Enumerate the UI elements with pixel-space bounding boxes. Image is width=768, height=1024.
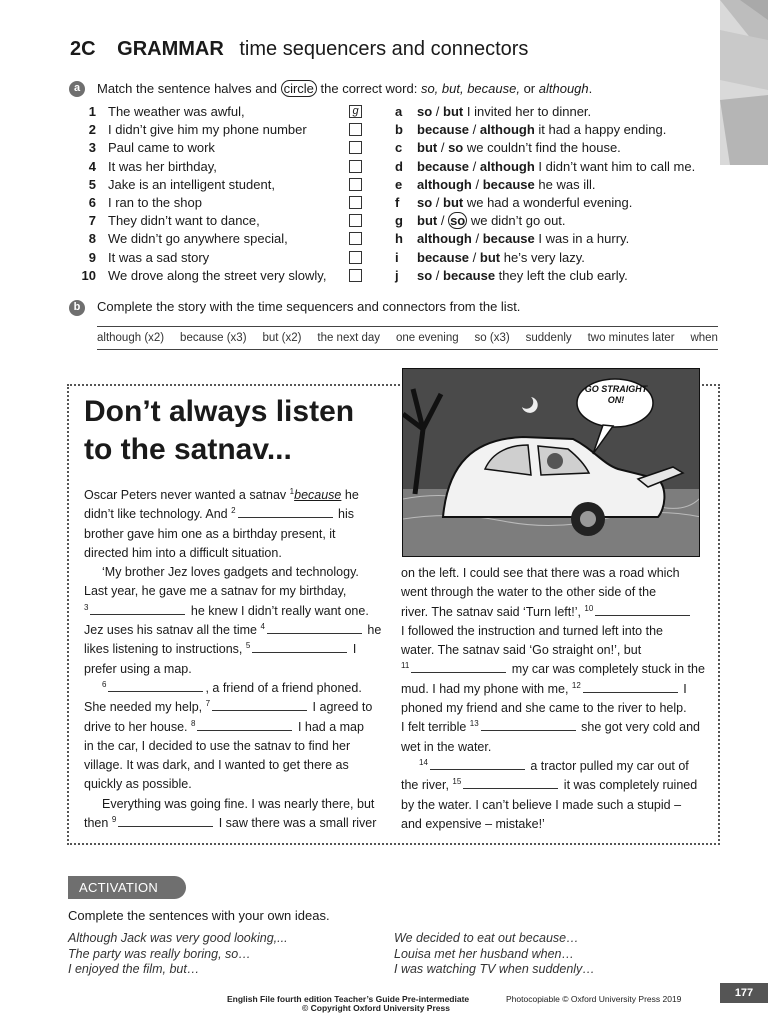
- word-option[interactable]: because: [482, 231, 535, 247]
- word-option[interactable]: although: [479, 158, 535, 174]
- gap-number: 7: [205, 699, 211, 709]
- circled-word: circle: [281, 80, 317, 97]
- exercise-a-row: [78, 267, 728, 285]
- word-option[interactable]: but: [479, 249, 501, 265]
- word-option[interactable]: so: [417, 267, 433, 283]
- sentence-start: I didn’t give him my phone number: [108, 122, 307, 138]
- word-list-item: suddenly: [525, 332, 572, 344]
- story-line: I followed the instruction and turned left into the: [401, 623, 663, 638]
- row-number: 6: [88, 195, 96, 210]
- answer-box[interactable]: [349, 251, 362, 264]
- sentence-end: because / although I didn’t want him to call me.: [417, 158, 696, 174]
- sentence-start: It was her birthday,: [108, 158, 217, 174]
- exercise-a-instruction: Match the sentence halves and circle the correct word: so, but, because, or although.: [97, 81, 593, 96]
- story-line: by the water. I can’t believe I made such a stupid –: [401, 797, 682, 812]
- exercise-a-row: [78, 121, 728, 139]
- exercise-b-badge: b: [69, 300, 85, 316]
- story-line: $^3$ he knew I didn’t really want one.: [84, 602, 369, 618]
- story-line: village. It was dark, and I wanted to get there as: [84, 758, 349, 773]
- exercise-a-badge: a: [69, 81, 85, 97]
- row-number: 5: [88, 176, 96, 192]
- sentence-start: Paul came to work: [108, 140, 215, 156]
- story-line: quickly as possible.: [84, 777, 192, 792]
- option-letter: a: [395, 104, 403, 119]
- activation-prompt: The party was really boring, so…: [68, 946, 251, 961]
- option-letter: i: [395, 249, 399, 265]
- story-line: went through the water to the other side of the: [401, 585, 657, 600]
- story-column-right: [401, 564, 705, 834]
- story-line: wet in the water.: [401, 739, 492, 754]
- activation-prompt: I enjoyed the film, but…: [68, 962, 200, 977]
- answer-box[interactable]: g: [349, 105, 362, 118]
- example-answer: because: [294, 488, 342, 502]
- gap-number: 1: [289, 486, 295, 496]
- word-option[interactable]: although: [417, 231, 472, 247]
- option-letter: f: [395, 195, 400, 210]
- sentence-end: although / because he was ill.: [417, 176, 596, 192]
- option-letter: j: [395, 267, 399, 283]
- activation-prompt: I was watching TV when suddenly…: [394, 962, 595, 977]
- answer-gap[interactable]: [481, 718, 576, 731]
- gap-number: 14: [419, 757, 428, 767]
- row-number: 1: [88, 104, 96, 119]
- answer-gap[interactable]: [118, 814, 213, 827]
- sentence-start: They didn’t want to dance,: [108, 213, 260, 229]
- word-list-item: one evening: [395, 332, 459, 344]
- story-line: in the car, I decided to use the satnav to find her: [84, 738, 351, 753]
- sentence-start: I ran to the shop: [108, 195, 202, 210]
- row-number: 7: [88, 213, 96, 229]
- car-in-river-illustration: [402, 368, 700, 557]
- row-number: 10: [81, 267, 96, 283]
- word-option[interactable]: so: [417, 104, 433, 119]
- answer-box[interactable]: [349, 160, 362, 173]
- page-number: 177: [720, 983, 768, 1003]
- story-line: Everything was going fine. I was nearly there, but: [102, 796, 375, 811]
- exercise-b-instruction: Complete the story with the time sequencers and connectors from the list.: [97, 299, 521, 314]
- story-line: directed him into a difficult situation.: [84, 545, 282, 560]
- answer-gap[interactable]: [595, 603, 690, 616]
- option-letter: b: [395, 122, 403, 138]
- story-title-line: to the satnav...: [84, 433, 292, 466]
- sentence-end: although / because I was in a hurry.: [417, 231, 630, 247]
- story-line: didn’t like technology. And $^2$ his: [84, 506, 354, 522]
- answer-gap[interactable]: [197, 718, 292, 731]
- exercise-a-row: [78, 139, 728, 157]
- sentence-end: so / but we had a wonderful evening.: [417, 195, 633, 210]
- activation-prompts-left: [68, 931, 288, 978]
- gap-number: 13: [469, 719, 479, 729]
- activation-prompt: Louisa met her husband when…: [394, 946, 574, 961]
- sentence-start: We drove along the street very slowly,: [108, 267, 327, 283]
- option-letter: h: [395, 231, 403, 247]
- word-option[interactable]: but: [443, 104, 464, 119]
- gap-number: 8: [191, 718, 196, 728]
- story-line: river. The satnav said ‘Turn left!’, $^{10}$: [401, 603, 705, 622]
- story-line: Jez uses his satnav all the time $^4$ he: [84, 621, 382, 638]
- story-line: $^6$ , a friend of a friend phoned.: [102, 679, 362, 695]
- sentence-end: but / so we didn’t go out.: [417, 213, 566, 229]
- sentence-end: so / but I invited her to dinner.: [417, 104, 592, 119]
- word-option[interactable]: but: [417, 213, 438, 229]
- answer-gap[interactable]: [463, 776, 558, 789]
- answer-box[interactable]: [349, 196, 362, 209]
- section-header: [70, 38, 528, 61]
- sentence-end: so / because they left the club early.: [417, 267, 628, 283]
- word-list-item: because (x3): [180, 332, 247, 344]
- exercise-a-row: [78, 176, 728, 194]
- speech-bubble-text: GO STRAIGHT ON!: [584, 384, 648, 405]
- sentence-end: because / although it had a happy ending.: [417, 122, 667, 138]
- word-list-item: when: [690, 332, 718, 344]
- answer-gap[interactable]: [430, 757, 525, 770]
- word-option[interactable]: but: [417, 140, 438, 156]
- activation-instruction: Complete the sentences with your own ideas.: [68, 908, 330, 923]
- activation-prompt: We decided to eat out because…: [394, 931, 579, 945]
- story-line: and expensive – mistake!’: [401, 816, 545, 831]
- gap-number: 5: [245, 641, 251, 651]
- illustration-svg: [403, 369, 700, 557]
- answer-gap[interactable]: [267, 621, 362, 634]
- gap-number: 12: [571, 680, 581, 690]
- word-option[interactable]: because: [482, 176, 535, 192]
- word-option[interactable]: although: [417, 176, 472, 192]
- story-line: phoned my friend and she came to the river to help.: [401, 701, 687, 716]
- row-number: 9: [88, 249, 96, 265]
- story-line: brother gave him one as a birthday present, it: [84, 526, 336, 541]
- story-line: the river, $^{15}$ it was completely ruined: [401, 777, 698, 793]
- gap-number: 2: [231, 506, 236, 516]
- answer-gap[interactable]: [212, 698, 307, 711]
- sentence-start: It was a sad story: [108, 249, 210, 265]
- story-line: She needed my help, $^7$ I agreed to: [84, 699, 373, 715]
- instruction-text: Match the sentence halves and: [97, 81, 281, 96]
- answer-box[interactable]: [349, 123, 362, 136]
- word-list-item: so (x3): [474, 332, 510, 344]
- answer-gap[interactable]: [411, 660, 506, 673]
- story-line: Last year, he gave me a satnav for my birthday,: [84, 584, 347, 599]
- answer-gap[interactable]: [252, 640, 347, 653]
- answer-box[interactable]: [349, 178, 362, 191]
- word-option[interactable]: although: [479, 122, 535, 138]
- word-list: [97, 326, 718, 350]
- story-title: [84, 393, 384, 469]
- activation-label: ACTIVATION: [68, 876, 186, 899]
- option-letter: c: [395, 140, 403, 156]
- story-line: $^{14}$ a tractor pulled my car out of: [419, 757, 689, 773]
- footer-book-title: English File fourth edition Teacher’s Guide Pre-intermediate: [227, 994, 470, 1004]
- word-list-item: two minutes later: [587, 332, 675, 344]
- answer-gap[interactable]: [238, 505, 333, 518]
- section-name: GRAMMAR: [117, 38, 224, 60]
- activation-prompt: Although Jack was very good looking,...: [68, 931, 288, 945]
- footer-copyright: © Copyright Oxford University Press: [302, 1003, 450, 1013]
- word-option[interactable]: because: [443, 267, 496, 283]
- row-number: 3: [88, 140, 96, 156]
- exercise-a-row: [78, 212, 728, 230]
- section-subtitle: time sequencers and connectors: [239, 38, 529, 60]
- exercise-a-row: [78, 230, 728, 248]
- sentence-end: but / so we couldn’t find the house.: [417, 140, 621, 156]
- sentence-start: Jake is an intelligent student,: [108, 176, 275, 192]
- gap-number: 3: [84, 602, 89, 612]
- gap-number: 4: [260, 621, 265, 631]
- gap-number: 9: [111, 814, 117, 824]
- story-line: water. The satnav said ‘Go straight on!’, but: [401, 643, 642, 658]
- activation-prompts-right: [394, 931, 595, 978]
- answer-box[interactable]: [349, 214, 362, 227]
- sentence-start: The weather was awful,: [108, 104, 245, 119]
- row-number: 2: [88, 122, 96, 138]
- gap-number: 10: [584, 603, 594, 613]
- option-letter: d: [395, 158, 403, 174]
- exercise-a-row: [78, 249, 728, 267]
- answer-box[interactable]: [349, 141, 362, 154]
- option-letter: g: [395, 213, 403, 229]
- word-option[interactable]: so: [448, 140, 464, 156]
- word-option[interactable]: because: [417, 158, 470, 174]
- instruction-text: the correct word:: [316, 81, 421, 96]
- story-column-left: [84, 486, 381, 833]
- story-line: likes listening to instructions, $^5$ I: [84, 641, 357, 657]
- sentence-end: because / but he’s very lazy.: [417, 249, 585, 265]
- word-list-item: although (x2): [97, 332, 165, 344]
- gap-number: 11: [401, 661, 410, 671]
- answer-box[interactable]: [349, 232, 362, 245]
- sentence-start: We didn’t go anywhere special,: [108, 231, 288, 247]
- word-option[interactable]: because: [417, 122, 470, 138]
- exercise-a-row: [78, 103, 728, 121]
- exercise-a-row: [78, 158, 728, 176]
- answer-gap[interactable]: [583, 680, 678, 693]
- instruction-words: so, but, because,: [420, 81, 520, 96]
- story-line: Oscar Peters never wanted a satnav $^1$because he: [84, 486, 359, 502]
- option-letter: e: [395, 176, 403, 192]
- story-title-line: Don’t always listen: [84, 395, 355, 428]
- story-line: then $^9$ I saw there was a small river: [84, 814, 377, 831]
- word-option[interactable]: so: [417, 195, 433, 210]
- story-line: I felt terrible $^{13}$ she got very cold and: [401, 719, 700, 735]
- word-list-item: the next day: [317, 332, 381, 344]
- row-number: 4: [88, 158, 96, 174]
- story-line: mud. I had my phone with me, $^{12}$ I: [401, 680, 687, 696]
- footer-photocopiable: Photocopiable © Oxford University Press 2019: [506, 994, 682, 1004]
- word-option[interactable]: so: [450, 213, 466, 229]
- instruction-last-word: although: [538, 81, 589, 96]
- answer-gap[interactable]: [108, 679, 203, 692]
- row-number: 8: [88, 231, 96, 247]
- story-line: $^{11}$ my car was completely stuck in the: [401, 661, 705, 677]
- answer-gap[interactable]: [90, 602, 185, 615]
- word-option[interactable]: because: [417, 249, 470, 265]
- story-line: ‘My brother Jez loves gadgets and technology.: [102, 565, 359, 580]
- answer-box[interactable]: [349, 269, 362, 282]
- gap-number: 15: [452, 777, 462, 787]
- story-line: prefer using a map.: [84, 661, 192, 676]
- section-code: 2C: [70, 38, 96, 60]
- story-line: drive to her house. $^8$ I had a map: [84, 718, 364, 734]
- gap-number: 6: [102, 679, 107, 689]
- instruction-text: or: [519, 81, 539, 96]
- word-list-item: but (x2): [262, 332, 302, 344]
- word-option[interactable]: but: [443, 195, 464, 210]
- story-line: on the left. I could see that there was a road which: [401, 566, 680, 580]
- exercise-a-row: [78, 194, 728, 212]
